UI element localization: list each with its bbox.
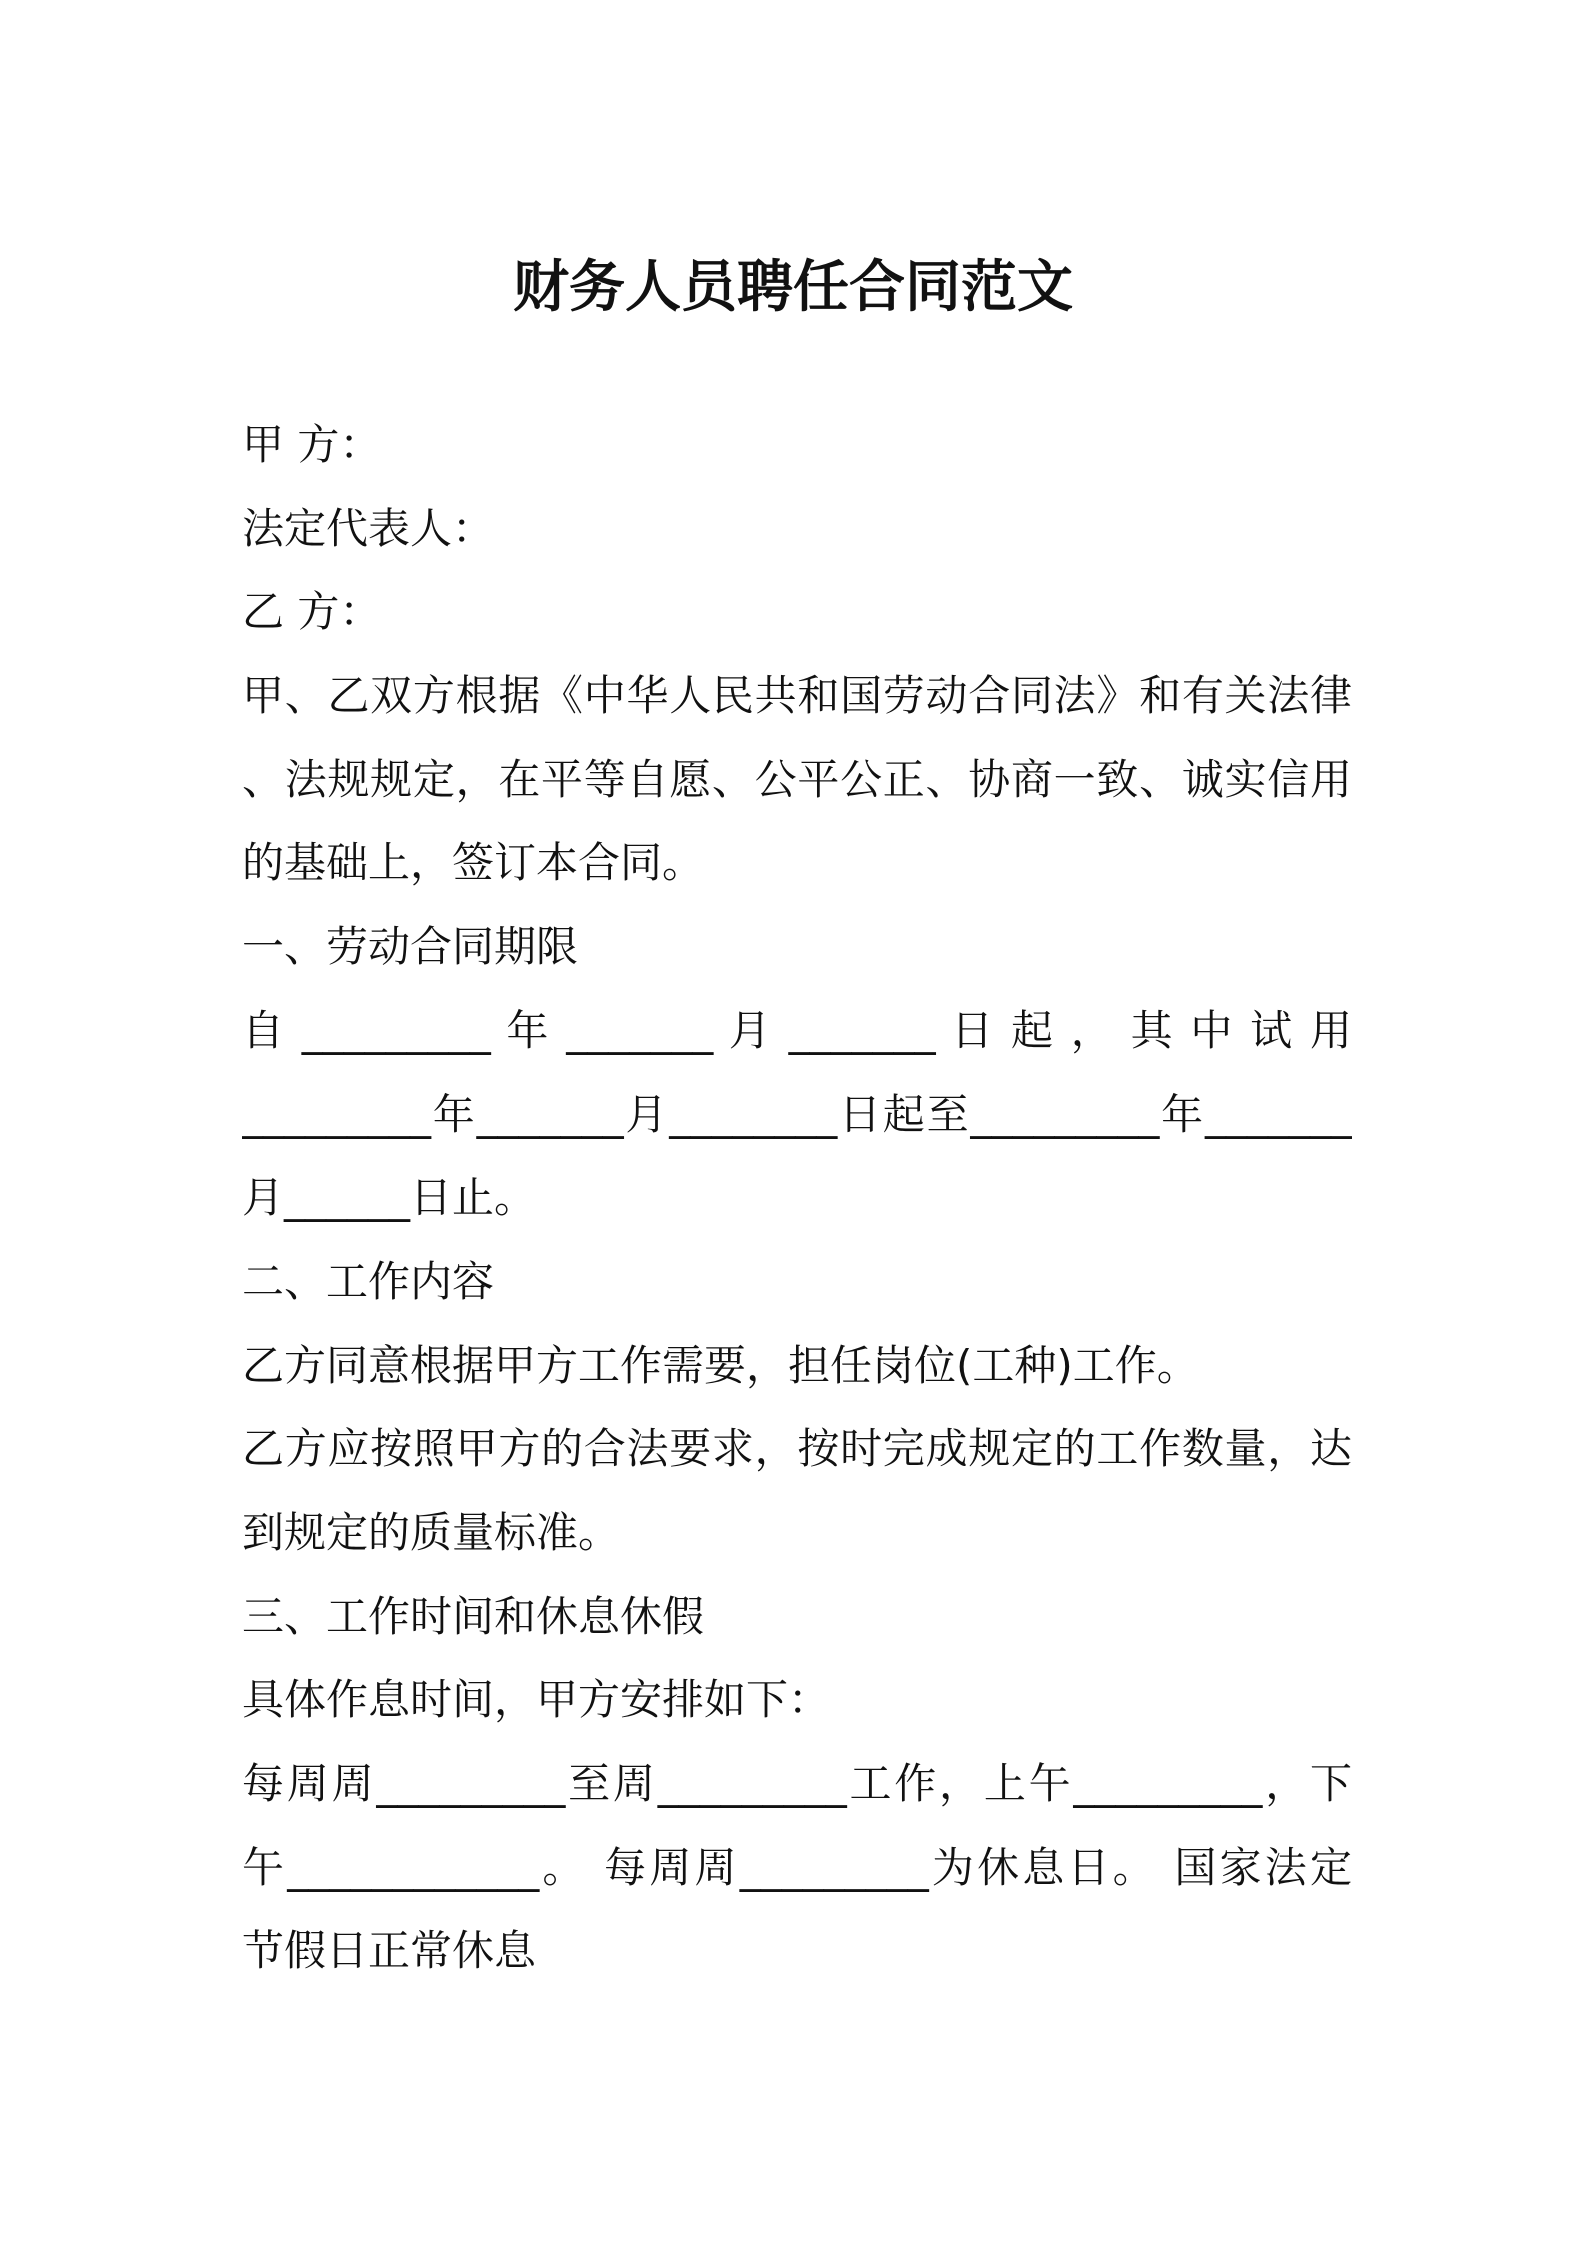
section-3-heading: 三、工作时间和休息休假 [242,1591,705,1641]
party-b-line: 乙 方： [242,587,382,637]
work-content-line-2: 乙方应按照甲方的合法要求，按时完成规定的工作数量，达 [242,1424,1352,1474]
legal-representative-line: 法定代表人： [242,503,495,553]
preamble-line-3: 的基础上，签订本合同。 [242,838,705,888]
schedule-line-2: 每周周_________至周_________工作，上午_________，下 [242,1759,1352,1808]
preamble-line-2: 、法规规定，在平等自愿、公平公正、协商一致、诚实信用 [242,754,1352,804]
preamble-line-1: 甲、乙双方根据《中华人民共和国劳动合同法》和有关法律 [242,671,1352,721]
document-title: 财务人员聘任合同范文 [513,255,1073,320]
section-1-heading: 一、劳动合同期限 [242,922,579,972]
term-line-3: 月______日止。 [242,1173,537,1223]
document-body [242,403,1352,1993]
schedule-line-4: 节假日正常休息 [242,1926,537,1976]
section-2-heading: 二、工作内容 [242,1256,495,1306]
work-content-line-3: 到规定的质量标准。 [242,1507,621,1557]
party-a-line: 甲 方： [242,420,382,469]
term-line-1: 自 _________ 年 _______ 月 _______ 日 起 ， 其 中 试 用 [242,1005,1352,1055]
schedule-line-3: 午____________。 每周周_________为休息日。 国家法定 [242,1842,1352,1892]
schedule-line-1: 具体作息时间，甲方安排如下： [242,1675,831,1725]
work-content-line-1: 乙方同意根据甲方工作需要，担任岗位(工种)工作。 [242,1340,1199,1390]
term-line-2: _________年_______月________日起至_________年_______ [242,1089,1352,1139]
